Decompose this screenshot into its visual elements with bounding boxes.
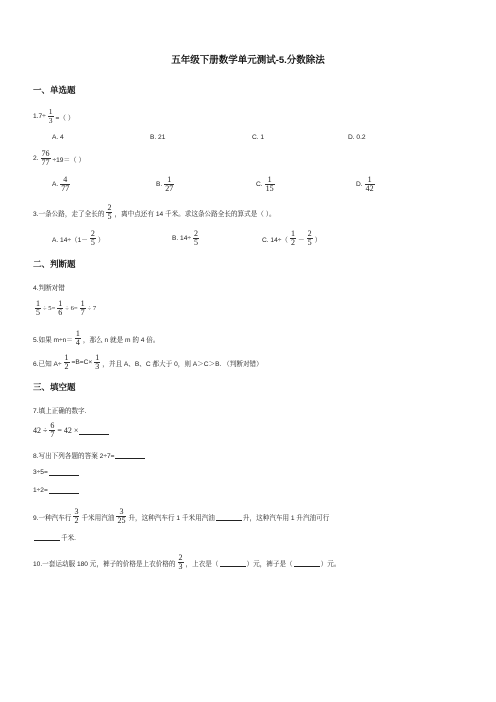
q6-mid: =B=C×	[71, 359, 93, 366]
option-pre: A. 14÷（1－	[52, 236, 88, 244]
fraction-numerator: 1	[58, 299, 63, 308]
q1-option-c[interactable]: C. 1	[252, 134, 265, 141]
option-post: ）	[314, 236, 322, 244]
q7-expr-pre: 42 ÷	[33, 426, 48, 435]
section-heading-fill-blank: 三、填空题	[33, 382, 76, 392]
q7-fraction	[49, 422, 55, 439]
q9-line-2	[33, 532, 76, 542]
q10-answer-blank-2[interactable]	[294, 559, 320, 567]
question-3	[33, 204, 276, 221]
fraction-denominator: 3	[48, 116, 53, 125]
q3-prefix: 3.一条公路，走了全长的	[33, 210, 105, 218]
fraction-denominator: 7	[80, 308, 85, 317]
fraction-denominator: 5	[107, 212, 112, 221]
fraction-denominator: 4	[75, 338, 80, 347]
fraction-denominator: 5	[90, 238, 95, 247]
q5-prefix: 5.如果 m÷n＝	[33, 336, 73, 344]
option-fraction	[365, 176, 375, 193]
q6-fraction-1	[64, 354, 70, 371]
q7-answer-blank[interactable]	[79, 427, 109, 435]
q9-suffix-1: 升，这种汽车行 1 千米用汽油	[128, 514, 215, 522]
fraction-denominator: 5	[194, 238, 199, 247]
fraction-numerator: 1	[290, 229, 295, 238]
fraction-numerator: 2	[194, 229, 199, 238]
fraction-numerator: 3	[119, 507, 124, 516]
q4-expression	[33, 300, 96, 317]
question-9	[33, 508, 329, 525]
fraction-numerator: 2	[178, 553, 183, 562]
q8-answer-blank-2[interactable]	[49, 468, 79, 476]
fraction-denominator: 2	[64, 362, 69, 371]
fraction-denominator: 5	[307, 238, 312, 247]
fraction-numerator: 4	[63, 175, 68, 184]
fraction-numerator: 1	[75, 329, 80, 338]
q1-prefix: 1.7÷	[33, 113, 46, 120]
question-5	[33, 330, 159, 347]
option-pre: C. 14÷（	[262, 236, 288, 244]
fraction-numerator: 1	[167, 175, 172, 184]
fraction-numerator: 1	[80, 299, 85, 308]
q8-l2: 3÷5=	[33, 468, 48, 476]
q1-suffix: =（ ）	[55, 114, 75, 122]
fraction-denominator: 5	[36, 308, 40, 317]
q8-text: 8.写出下列各题的答案 2÷7=	[33, 453, 115, 460]
q4-fraction-2	[57, 300, 63, 317]
q9-prefix: 9.一种汽车行	[33, 514, 72, 522]
question-6	[33, 354, 263, 371]
q2-option-d[interactable]	[356, 176, 377, 193]
q4-fraction-3	[80, 300, 86, 317]
option-label: C.	[256, 181, 263, 188]
fraction-numerator: 1	[367, 175, 372, 184]
question-10	[33, 554, 340, 571]
fraction-numerator: 1	[95, 353, 100, 362]
q1-option-b[interactable]: B. 21	[150, 134, 166, 141]
fraction-denominator: 3	[178, 562, 183, 571]
fraction-numerator: 2	[307, 229, 312, 238]
option-fraction	[90, 230, 96, 247]
q1-fraction	[48, 108, 54, 125]
q9-fraction-2	[116, 508, 126, 525]
q10-answer-blank-1[interactable]	[220, 559, 246, 567]
fraction-denominator: 25	[117, 516, 126, 525]
q2-option-c[interactable]	[256, 176, 277, 193]
q3-suffix: ，离中点还有 14 千米。求这条公路全长的算式是（ ）。	[114, 210, 276, 218]
fraction-denominator: 77	[61, 184, 70, 193]
q4-operator-2: ÷ 6=	[65, 305, 78, 312]
page-title: 五年级下册数学单元测试-5.分数除法	[171, 55, 325, 66]
section-heading-single-choice: 一、单选题	[33, 85, 76, 95]
fraction-numerator: 1	[48, 107, 53, 116]
q1-option-a[interactable]: A. 4	[52, 134, 64, 141]
q2-prefix: 2.	[33, 155, 39, 162]
q1-option-d[interactable]: D. 0.2	[348, 134, 366, 141]
q9-answer-blank-2[interactable]	[34, 533, 60, 541]
fraction-denominator: 77	[41, 158, 50, 167]
fraction-denominator: 7	[50, 430, 55, 439]
q3-option-b[interactable]	[172, 230, 201, 247]
question-2	[33, 150, 85, 167]
q8-answer-blank-1[interactable]	[115, 451, 145, 459]
q9-fraction-1	[73, 508, 79, 525]
q4-operator-1: ÷ 5=	[43, 305, 56, 312]
q6-prefix: 6.已知 A÷	[33, 360, 62, 368]
q2-option-a[interactable]	[52, 176, 72, 193]
q5-suffix: ，那么 n 就是 m 的 4 倍。	[82, 336, 160, 344]
q7-expr-post: = 42 ×	[57, 426, 79, 435]
q8-line-3	[33, 486, 80, 494]
question-1	[33, 108, 74, 125]
option-pre: B. 14÷	[172, 235, 192, 242]
q2-fraction	[41, 150, 51, 167]
q9-answer-blank-1[interactable]	[216, 513, 242, 521]
fraction-numerator: 6	[50, 421, 55, 430]
q4-fraction-1	[35, 300, 41, 317]
option-label: D.	[356, 181, 363, 188]
q8-l3: 1÷2=	[33, 486, 48, 494]
q8-line-2	[33, 468, 80, 476]
option-fraction	[193, 230, 199, 247]
fraction-numerator: 3	[74, 507, 79, 516]
q10-suffix: ）元。	[320, 560, 341, 568]
q10-prefix: 10.一套运动服 180 元，裤子的价格是上衣价格的	[33, 560, 176, 568]
option-mid: －	[297, 236, 305, 244]
fraction-denominator: 6	[58, 308, 63, 317]
option-fraction	[265, 176, 275, 193]
q6-fraction-2	[94, 354, 100, 371]
fraction-numerator: 76	[41, 149, 50, 158]
q2-option-b[interactable]	[156, 176, 176, 193]
question-4: 4.判断对错	[33, 285, 65, 292]
question-7: 7.填上正确的数字.	[33, 408, 87, 415]
fraction-numerator: 1	[36, 299, 40, 308]
fraction-denominator: 2	[290, 238, 295, 247]
fraction-denominator: 42	[365, 184, 374, 193]
fraction-numerator: 1	[64, 353, 69, 362]
q3-option-c[interactable]	[262, 230, 321, 247]
question-8	[33, 450, 146, 460]
q7-expression	[33, 422, 110, 439]
q9-line2-text: 千米.	[61, 535, 77, 542]
q8-answer-blank-3[interactable]	[49, 486, 79, 494]
fraction-numerator: 1	[267, 175, 272, 184]
option-label: B.	[156, 181, 163, 188]
option-fraction-1	[290, 230, 296, 247]
option-fraction-2	[307, 230, 313, 247]
fraction-denominator: 15	[265, 184, 274, 193]
q3-option-a[interactable]	[52, 230, 104, 247]
q9-mid: 千米用汽油	[81, 514, 115, 522]
fraction-denominator: 3	[95, 362, 100, 371]
option-post: ）	[97, 236, 105, 244]
option-fraction	[60, 176, 70, 193]
option-label: A.	[52, 181, 59, 188]
fraction-numerator: 2	[90, 229, 95, 238]
section-heading-true-false: 二、判断题	[33, 259, 76, 269]
q10-fraction	[178, 554, 184, 571]
fraction-denominator: 2	[74, 516, 79, 525]
q5-fraction	[75, 330, 81, 347]
fraction-numerator: 2	[107, 203, 112, 212]
q3-fraction	[106, 204, 112, 221]
option-fraction	[164, 176, 174, 193]
q4-operator-3: ÷ 7	[87, 305, 97, 312]
q10-mid: ，上衣是（	[185, 560, 219, 568]
fraction-denominator: 27	[165, 184, 174, 193]
q10-mid-2: ）元，裤子是（	[246, 560, 293, 568]
q2-suffix: ÷19＝（ ）	[52, 156, 86, 164]
q9-suffix-2: 升，这种汽车用 1 升汽油可行	[242, 514, 330, 522]
q6-suffix: ，并且 A、B、C 都大于 0，则 A＞C＞B. （判断对错）	[102, 360, 263, 368]
